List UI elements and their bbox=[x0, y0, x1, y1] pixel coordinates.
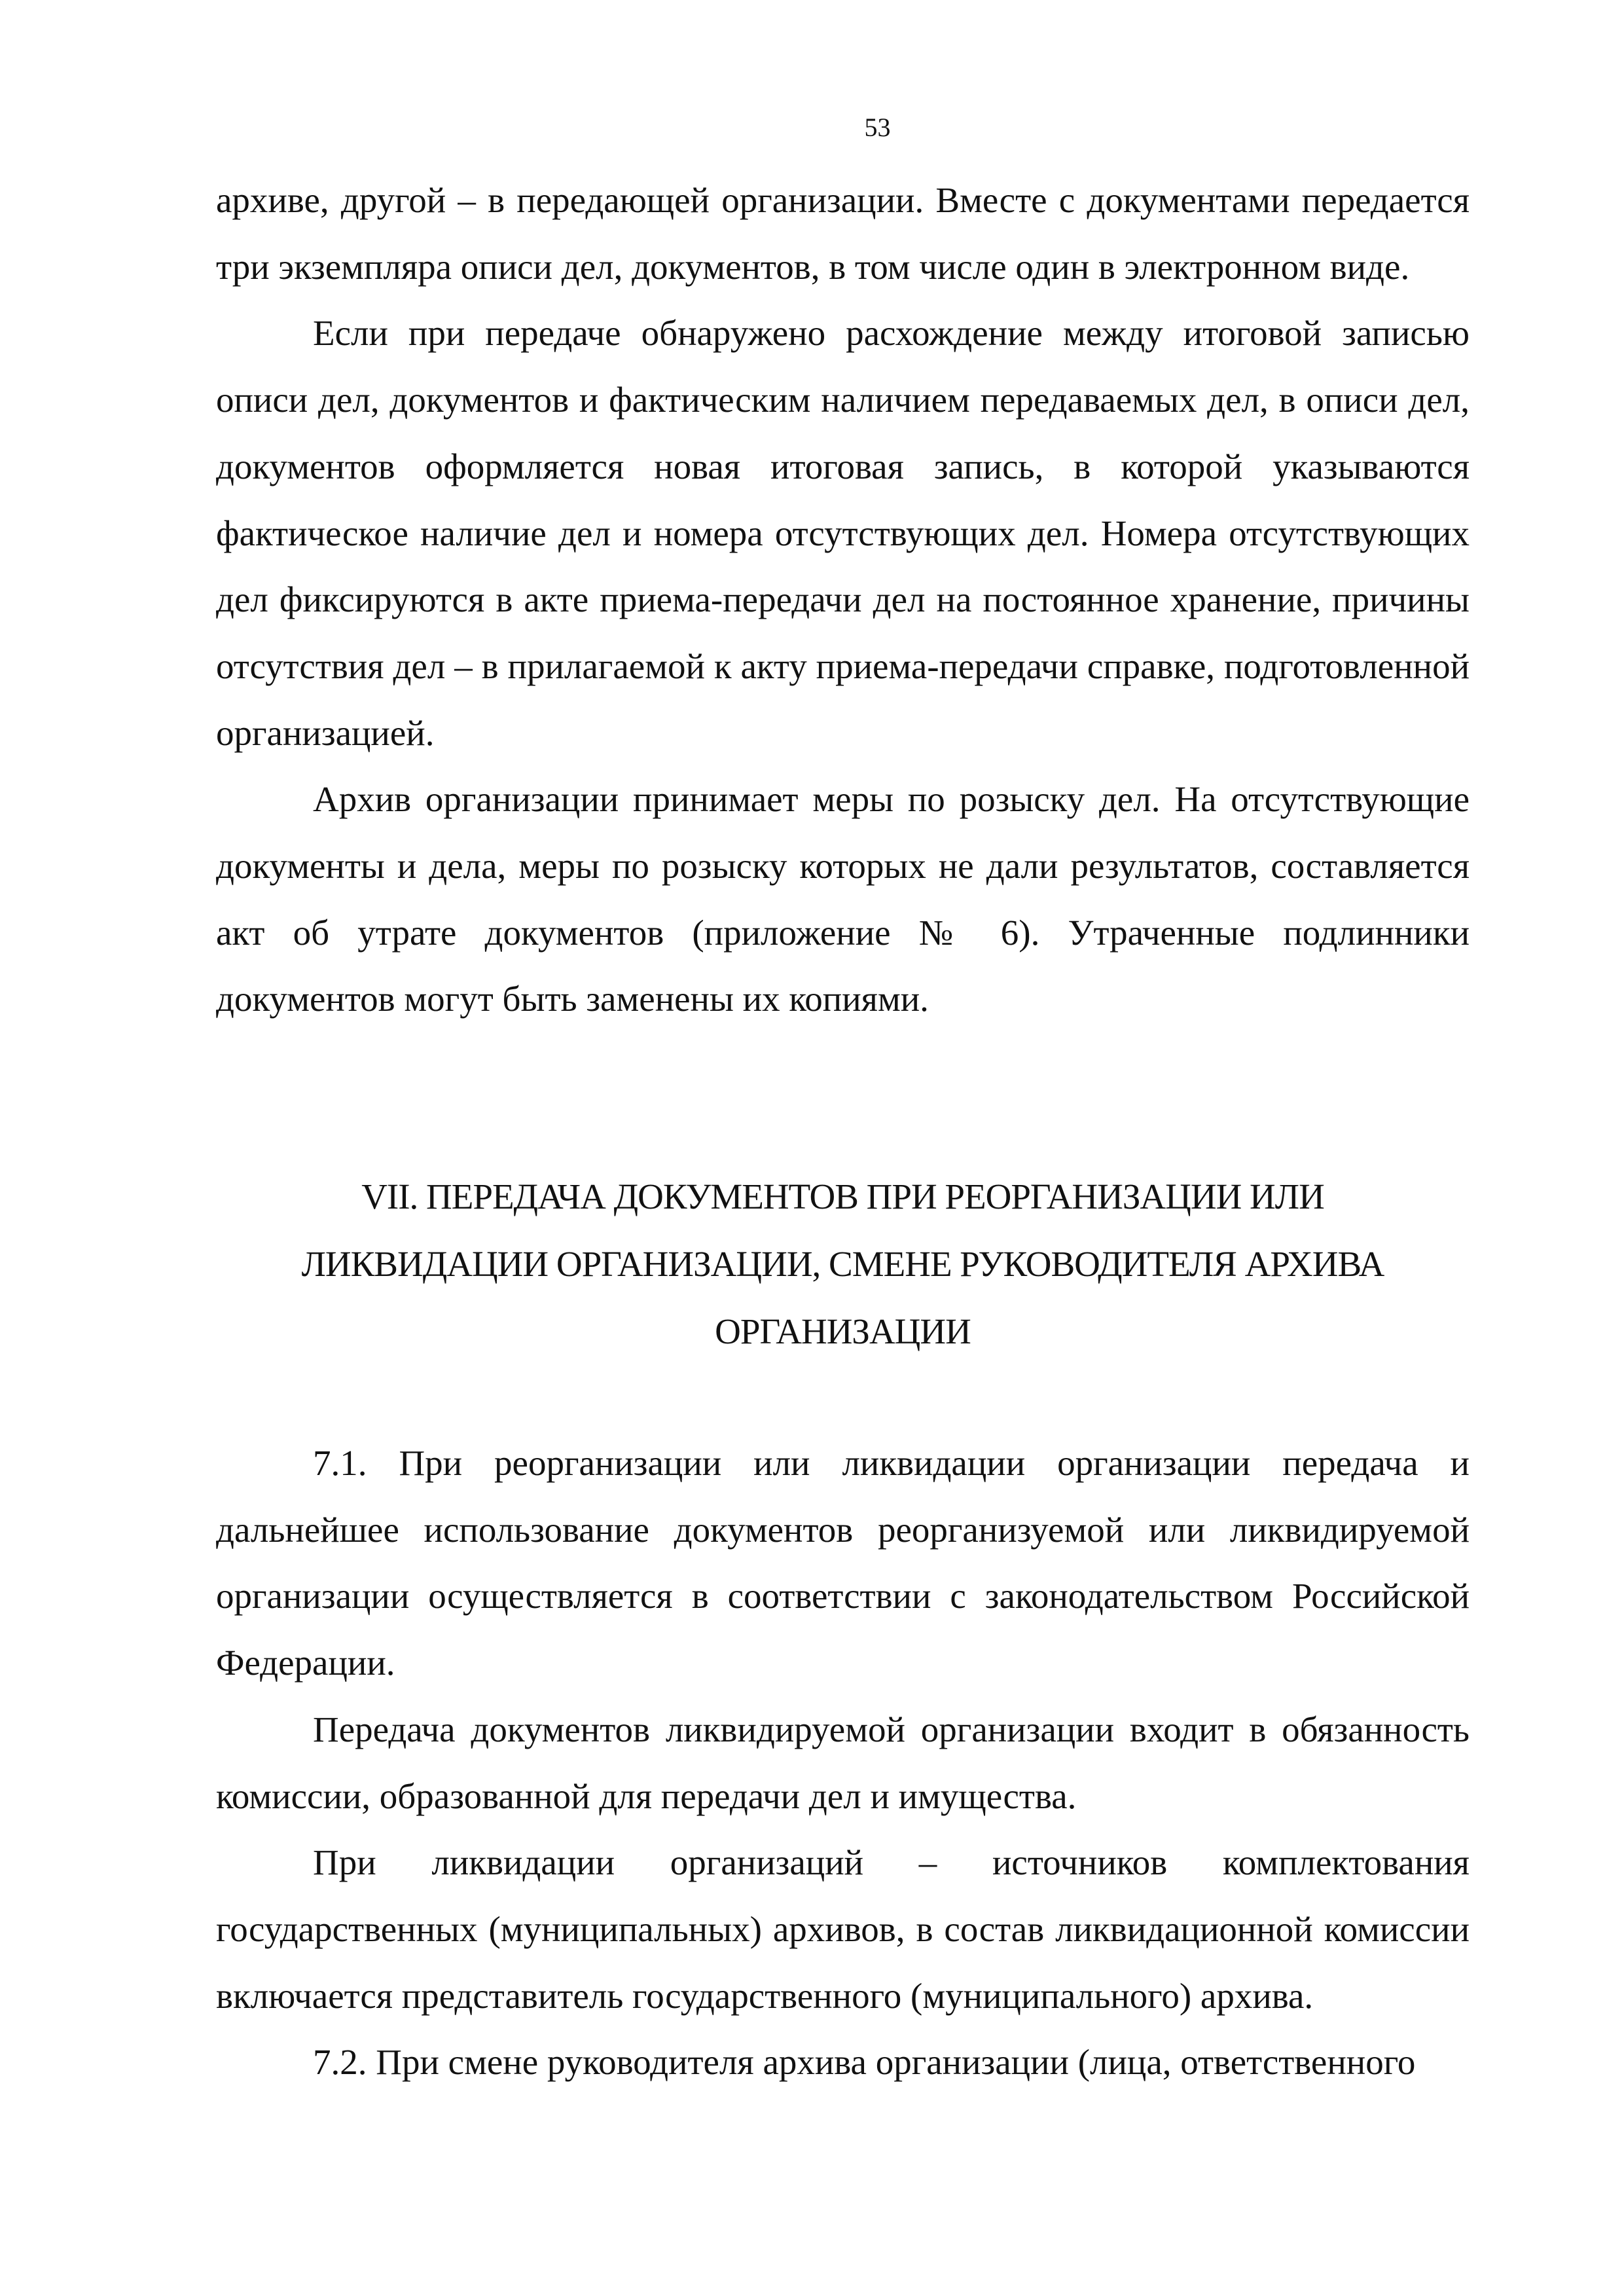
paragraph: 7.1. При реорганизации или ликвидации организации передача и дальнейшее использование документов реорганизуемой или ликвидируемой организации осуществляется в соответствии с законодательством Российской Федерации. bbox=[216, 1443, 1470, 1683]
paragraph: 7.2. При смене руководителя архива организации (лица, ответственного bbox=[313, 2042, 1416, 2083]
section-heading: VII. ПЕРЕДАЧА ДОКУМЕНТОВ ПРИ РЕОРГАНИЗАЦИИ ИЛИ ЛИКВИДАЦИИ ОРГАНИЗАЦИИ, СМЕНЕ РУКОВОДИТЕЛЯ АРХИВА ОРГАНИЗАЦИИ bbox=[301, 1176, 1384, 1351]
body-text-top bbox=[216, 167, 1470, 1032]
paragraph: Если при передаче обнаружено расхождение между итоговой записью описи дел, документов и фактическим наличием передаваемых дел, в описи дел, документов оформляется новая итоговая запись, в которой указываются фактическое наличие дел и номера отсутствующих дел. Номера отсутствующих дел фиксируются в акте приема-передачи дел на постоянное хранение, причины отсутствия дел – в прилагаемой к акту приема-передачи справке, подготовленной организацией. bbox=[216, 313, 1470, 753]
page-number: 53 bbox=[864, 113, 891, 142]
body-text-bottom bbox=[216, 1430, 1470, 2096]
paragraph: Архив организации принимает меры по розыску дел. На отсутствующие документы и дела, меры по розыску которых не дали результатов, составляется акт об утрате документов (приложение № 6). Утраченные подлинники документов могут быть заменены их копиями. bbox=[216, 779, 1470, 1019]
paragraph-continuation: архиве, другой – в передающей организации. Вместе с документами передается три экземпляра описи дел, документов, в том числе один в электронном виде. bbox=[216, 180, 1470, 287]
paragraph: При ликвидации организаций – источников комплектования государственных (муниципальных) архивов, в состав ликвидационной комиссии включается представитель государственного (муниципального) архива. bbox=[216, 1842, 1470, 2016]
paragraph: Передача документов ликвидируемой организации входит в обязанность комиссии, образованной для передачи дел и имущества. bbox=[216, 1709, 1470, 1816]
